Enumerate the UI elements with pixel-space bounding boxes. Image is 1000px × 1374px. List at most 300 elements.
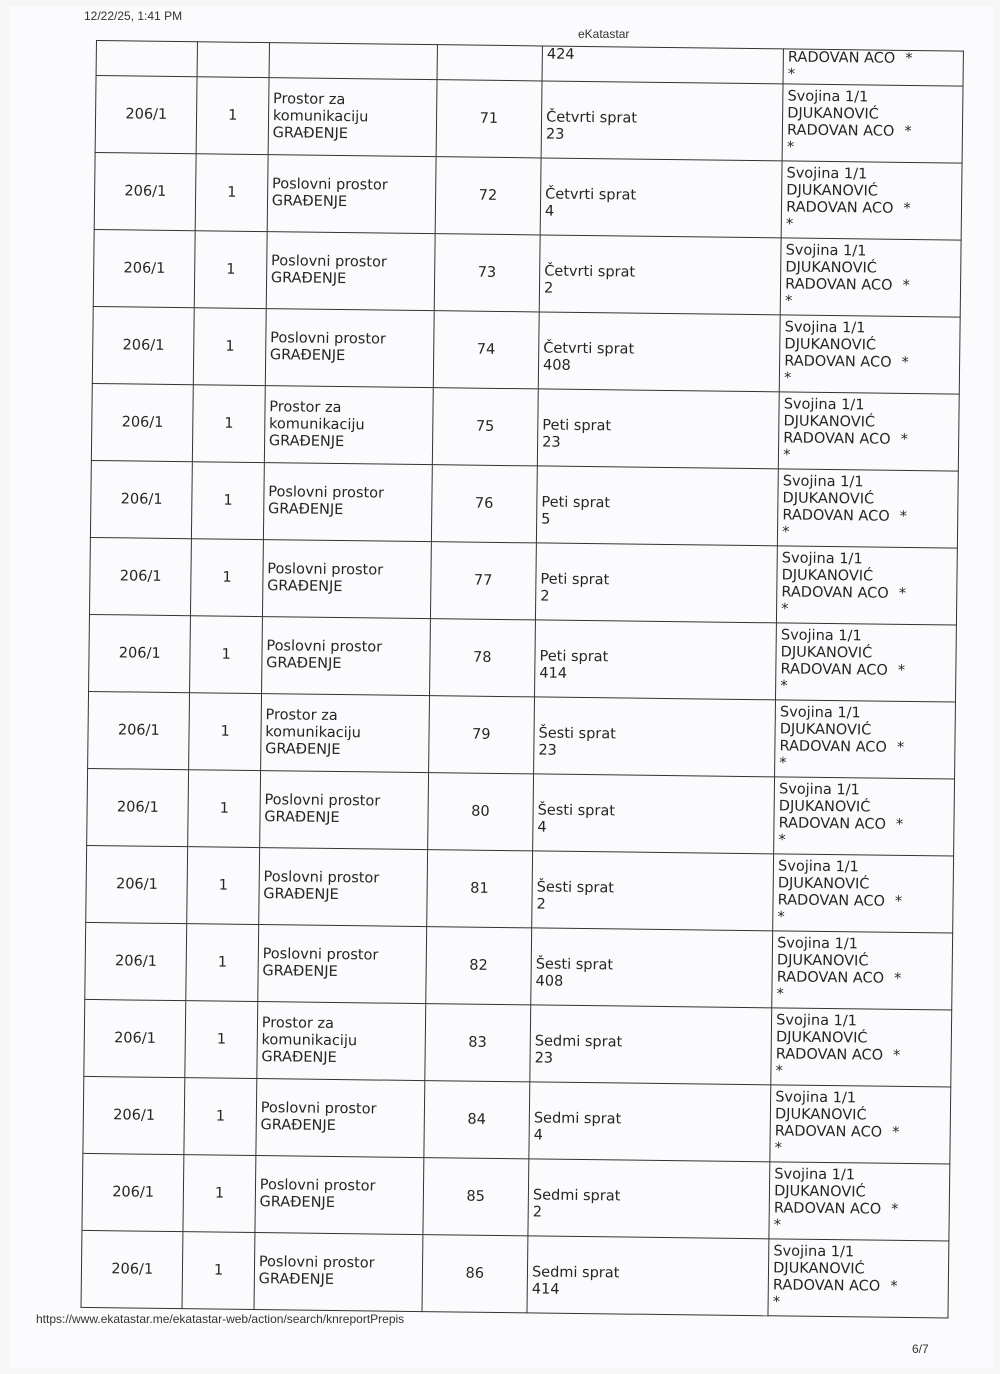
mark-star: * [773, 1217, 782, 1234]
owner-surname: DJUKANOVIĆ [785, 259, 878, 277]
cell-part [188, 770, 260, 848]
floor-name: Peti sprat [541, 494, 611, 512]
floor-number: 23 [534, 1050, 554, 1067]
unit-number: 74 [476, 341, 496, 358]
part-number: 1 [219, 800, 229, 817]
owner-name: RADOVAN ACO [782, 507, 890, 525]
table-row [84, 999, 952, 1087]
part-number: 1 [215, 1108, 226, 1125]
owner-name: RADOVAN ACO [784, 353, 892, 371]
floor-number: 4 [537, 819, 547, 836]
type-line: Prostor za [269, 398, 342, 416]
type-line: GRAĐENJE [267, 501, 344, 519]
floor-number: 2 [532, 1204, 543, 1221]
unit-number: 80 [471, 803, 490, 820]
mark-star: * [785, 216, 794, 233]
parcel-number: 206/1 [112, 1183, 155, 1201]
type-line: GRAĐENJE [262, 963, 338, 981]
cell-type [261, 617, 430, 696]
cell-owner [782, 84, 963, 163]
cell-number [422, 1158, 528, 1236]
mark-star: * [901, 354, 909, 371]
owner-surname: DJUKANOVIĆ [777, 875, 870, 893]
mark-star: * [779, 755, 787, 772]
unit-number: 86 [465, 1265, 485, 1282]
mark-star: * [902, 277, 910, 294]
owner-surname: DJUKANOVIĆ [774, 1106, 867, 1124]
floor-name: Četvrti sprat [543, 340, 635, 358]
table-row [87, 768, 955, 856]
owner-surname: DJUKANOVIĆ [780, 644, 873, 662]
cell-number [429, 619, 535, 697]
cell-parcel [81, 1230, 183, 1308]
table-row [88, 691, 956, 779]
cell-type [258, 925, 427, 1004]
cell-type [262, 540, 431, 619]
mark-star: * [782, 524, 790, 541]
owner-name: RADOVAN ACO [783, 430, 891, 448]
table-row [89, 537, 957, 625]
parcel-number: 206/1 [116, 798, 159, 816]
parcel-number: 206/1 [120, 490, 163, 508]
cell-floor [541, 81, 783, 161]
cell-floor [530, 1005, 772, 1085]
cell-type [267, 155, 436, 234]
ownership-share: Svojina 1/1 [785, 242, 867, 260]
table-body [81, 41, 963, 1318]
floor-number: 414 [531, 1281, 560, 1298]
cell-parcel [82, 1153, 184, 1231]
floor-number: 4 [533, 1127, 544, 1144]
cell-floor [536, 466, 778, 546]
table-row [86, 845, 954, 933]
owner-surname: DJUKANOVIĆ [781, 567, 874, 585]
cell-floor [532, 851, 774, 931]
ownership-share: Svojina 1/1 [777, 858, 859, 876]
cell-part [182, 1232, 254, 1310]
ownership-share: Svojina 1/1 [786, 165, 868, 183]
mark-star: * [898, 585, 907, 602]
cell-owner [772, 931, 953, 1010]
cell-part [198, 42, 270, 78]
parcel-number: 206/1 [118, 644, 161, 662]
ownership-share: Svojina 1/1 [779, 704, 861, 722]
cell-floor [533, 774, 775, 854]
register-table-wrapper [81, 40, 964, 1319]
floor-name: Sedmi sprat [532, 1187, 621, 1205]
owner-name: RADOVAN ACO [779, 738, 887, 756]
mark-star: * [893, 1047, 901, 1064]
floor-name: Šesti sprat [536, 879, 615, 897]
type-line: Poslovni prostor [270, 253, 387, 271]
mark-star: * [772, 1294, 781, 1311]
cell-floor [535, 543, 777, 623]
owner-surname: DJUKANOVIĆ [779, 721, 872, 739]
cell-number [432, 388, 538, 466]
type-line: GRAĐENJE [260, 1117, 336, 1135]
mark-star: * [900, 431, 908, 448]
unit-number: 76 [474, 495, 494, 512]
owner-name: RADOVAN ACO [774, 1123, 883, 1141]
ownership-share: Svojina 1/1 [773, 1243, 855, 1261]
type-line: Prostor za [261, 1014, 335, 1032]
floor-number: 5 [541, 511, 551, 528]
part-number: 1 [218, 877, 229, 894]
cell-floor [539, 235, 781, 315]
cell-floor [540, 158, 782, 238]
cell-floor [542, 46, 784, 84]
floor-number: 408 [542, 357, 571, 374]
unit-number: 84 [467, 1111, 486, 1128]
table-row [82, 1153, 950, 1241]
mark-star: * [890, 1278, 898, 1295]
ownership-share: Svojina 1/1 [775, 1089, 857, 1107]
ownership-share: Svojina 1/1 [784, 319, 866, 337]
cell-owner [775, 700, 956, 779]
cell-type [269, 43, 437, 80]
owner-surname: DJUKANOVIĆ [782, 490, 875, 508]
floor-number: 2 [540, 588, 550, 605]
type-line: GRAĐENJE [264, 809, 340, 827]
print-timestamp: 12/22/25, 1:41 PM [84, 9, 183, 23]
cell-type [265, 309, 434, 388]
table-row [81, 1230, 949, 1318]
floor-number: 414 [539, 665, 568, 682]
ownership-share: Svojina 1/1 [778, 781, 860, 799]
floor-name: Peti sprat [540, 571, 610, 589]
mark-star: * [903, 200, 911, 217]
unit-number: 71 [479, 110, 499, 127]
type-line: GRAĐENJE [269, 347, 346, 365]
cell-number [422, 1235, 528, 1313]
table-row [91, 383, 959, 471]
cell-part [191, 539, 263, 617]
property-register-table [81, 40, 964, 1319]
owner-name: RADOVAN ACO [775, 1046, 884, 1064]
owner-name: RADOVAN ACO [785, 276, 893, 294]
cell-part [193, 385, 265, 463]
owner-name: RADOVAN ACO [777, 892, 886, 910]
cell-type [268, 78, 437, 157]
ownership-share: Svojina 1/1 [774, 1166, 856, 1184]
unit-number: 78 [472, 649, 492, 666]
cell-type [266, 232, 435, 311]
mark-star: * [899, 508, 908, 525]
part-number: 1 [214, 1185, 225, 1202]
mark-star: * [775, 1063, 783, 1080]
floor-number: 2 [536, 896, 546, 913]
floor-number: 4 [544, 203, 555, 220]
owner-surname: DJUKANOVIĆ [773, 1260, 865, 1278]
cell-floor [534, 697, 776, 777]
cell-number [430, 542, 536, 620]
floor-name: Četvrti sprat [544, 263, 636, 281]
cell-owner [769, 1162, 950, 1241]
type-line: GRAĐENJE [258, 1271, 335, 1288]
cell-part [194, 308, 266, 386]
table-row [83, 1076, 951, 1164]
part-number: 1 [217, 954, 228, 971]
owner-name: RADOVAN ACO [781, 584, 889, 602]
cell-owner [776, 623, 957, 702]
cell-parcel [96, 41, 198, 77]
mark-star: * [893, 970, 902, 987]
floor-number: 23 [542, 434, 561, 451]
floor-number: 23 [538, 742, 557, 759]
mark-star: * [778, 832, 786, 849]
cell-owner [771, 1008, 952, 1087]
cell-part [187, 847, 259, 925]
part-number: 1 [223, 492, 233, 509]
site-title: eKatastar [578, 27, 630, 41]
table-row [92, 306, 960, 394]
cell-number [436, 80, 542, 158]
type-line: komunikaciju [269, 415, 365, 433]
ownership-share: Svojina 1/1 [776, 1012, 858, 1030]
mark-star: * [786, 139, 795, 156]
type-line: Poslovni prostor [260, 1100, 377, 1118]
cell-part [190, 616, 262, 694]
type-line: GRAĐENJE [259, 1194, 336, 1212]
mark-star: * [776, 986, 784, 1003]
parcel-number: 206/1 [122, 336, 165, 354]
type-line: GRAĐENJE [272, 124, 349, 142]
table-row [93, 229, 961, 317]
floor-name: Sedmi sprat [534, 1033, 623, 1051]
floor-number: 2 [543, 280, 554, 297]
cell-owner [780, 238, 961, 317]
type-line: Poslovni prostor [263, 869, 380, 887]
ownership-share: Svojina 1/1 [787, 88, 869, 106]
cell-parcel [85, 922, 187, 1000]
owner-name: RADOVAN ACO [778, 815, 887, 833]
table-row [90, 460, 958, 548]
cell-type [258, 848, 427, 927]
parcel-number: 206/1 [119, 567, 162, 585]
mark-star: * [895, 816, 904, 833]
owner-surname: DJUKANOVIĆ [774, 1183, 866, 1201]
cell-parcel [84, 999, 186, 1077]
mark-star: * [777, 909, 785, 926]
type-line: Poslovni prostor [266, 638, 383, 656]
cell-number [425, 927, 531, 1005]
table-row [95, 76, 963, 164]
part-number: 1 [225, 338, 235, 355]
type-line: Poslovni prostor [271, 176, 388, 194]
owner-surname: DJUKANOVIĆ [786, 182, 879, 200]
cell-floor [529, 1082, 771, 1162]
cell-part [189, 693, 261, 771]
cell-owner [773, 854, 954, 933]
cell-parcel [83, 1076, 185, 1154]
owner-name: RADOVAN ACO [776, 969, 885, 987]
floor-name: Četvrti sprat [545, 186, 637, 204]
owner-name: RADOVAN ACO [773, 1200, 882, 1218]
ownership-share: Svojina 1/1 [783, 396, 865, 414]
cell-type [259, 771, 428, 850]
parcel-number: 206/1 [117, 721, 160, 739]
ownership-share: Svojina 1/1 [781, 550, 863, 568]
cell-owner [778, 392, 959, 471]
cell-floor [528, 1159, 770, 1239]
mark-star: * [784, 293, 793, 310]
type-line: Poslovni prostor [264, 792, 381, 810]
mark-star: * [780, 678, 788, 695]
table-row [94, 152, 962, 240]
cell-owner [781, 161, 962, 240]
unit-number: 79 [472, 726, 491, 743]
table-row [85, 922, 953, 1010]
type-line: Prostor za [265, 706, 338, 724]
type-line: Poslovni prostor [267, 561, 384, 579]
parcel-number: 206/1 [114, 1029, 157, 1047]
cell-number [424, 1004, 530, 1082]
cell-parcel [91, 383, 193, 461]
type-line: komunikaciju [265, 723, 361, 741]
cell-owner [783, 49, 963, 86]
parcel-number: 206/1 [123, 259, 166, 277]
cell-type [255, 1156, 424, 1235]
mark-star: * [783, 370, 792, 387]
cell-parcel [89, 614, 191, 692]
cell-part [186, 924, 258, 1002]
cell-owner [770, 1085, 951, 1164]
owner-name: RADOVAN ACO [787, 49, 896, 67]
ownership-share: Svojina 1/1 [782, 473, 864, 491]
unit-number: 72 [478, 187, 498, 204]
floor-number: 23 [545, 126, 565, 143]
mark-star: * [787, 66, 796, 83]
parcel-number: 206/1 [111, 1260, 154, 1278]
cell-floor [531, 928, 773, 1008]
type-line: Poslovni prostor [270, 330, 387, 348]
cell-floor [538, 312, 780, 392]
cell-parcel [89, 537, 191, 615]
parcel-number: 206/1 [121, 413, 164, 431]
type-line: Prostor za [272, 90, 346, 108]
parcel-number: 206/1 [124, 182, 167, 200]
owner-name: RADOVAN ACO [786, 122, 895, 140]
cell-type [257, 1002, 426, 1081]
type-line: Poslovni prostor [262, 946, 379, 964]
cell-floor [535, 620, 777, 700]
mark-star: * [892, 1124, 900, 1141]
part-number: 1 [221, 646, 231, 663]
cell-part [197, 77, 269, 155]
cell-part [185, 1001, 257, 1079]
cell-number [435, 157, 541, 235]
owner-name: RADOVAN ACO [786, 199, 894, 217]
owner-surname: DJUKANOVIĆ [787, 105, 879, 123]
type-line: Poslovni prostor [259, 1177, 376, 1195]
type-line: komunikaciju [272, 107, 369, 125]
mark-star: * [891, 1201, 899, 1218]
type-line: GRAĐENJE [270, 270, 347, 288]
type-line: GRAĐENJE [266, 655, 342, 673]
page-number: 6/7 [912, 1342, 929, 1356]
part-number: 1 [213, 1262, 224, 1279]
owner-name: RADOVAN ACO [772, 1277, 881, 1295]
footer-url: https://www.ekatastar.me/ekatastar-web/action/search/knreportPrepis [36, 1312, 405, 1326]
cell-part [195, 231, 267, 309]
part-number: 1 [224, 415, 234, 432]
mark-star: * [905, 50, 913, 67]
floor-name: Sedmi sprat [533, 1110, 622, 1128]
part-number: 1 [227, 107, 238, 124]
table-row [89, 614, 957, 702]
mark-star: * [774, 1140, 782, 1157]
owner-surname: DJUKANOVIĆ [775, 1029, 868, 1047]
unit-number: 77 [473, 572, 493, 589]
floor-name: Peti sprat [542, 417, 612, 435]
cell-type [264, 386, 433, 465]
unit-number: 82 [469, 957, 488, 974]
owner-surname: DJUKANOVIĆ [776, 952, 869, 970]
cell-number [427, 773, 533, 851]
part-number: 1 [222, 569, 232, 586]
part-number: 1 [216, 1031, 227, 1048]
type-line: Poslovni prostor [258, 1254, 375, 1272]
cell-floor [537, 389, 779, 469]
owner-surname: DJUKANOVIĆ [783, 413, 876, 431]
unit-number: 81 [470, 880, 489, 897]
floor-fragment: 424 [546, 46, 575, 63]
unit-number: 73 [477, 264, 497, 281]
floor-name: Sedmi sprat [531, 1264, 620, 1282]
cell-type [260, 694, 429, 773]
mark-star: * [783, 447, 791, 464]
part-number: 1 [220, 723, 230, 740]
cell-owner [777, 546, 958, 625]
type-line: komunikaciju [261, 1031, 358, 1049]
part-number: 1 [226, 261, 236, 278]
owner-name: RADOVAN ACO [780, 661, 888, 679]
cell-part [192, 462, 264, 540]
mark-star: * [894, 893, 903, 910]
cell-parcel [90, 460, 192, 538]
mark-star: * [781, 601, 789, 618]
cell-parcel [92, 306, 194, 384]
parcel-number: 206/1 [114, 952, 157, 970]
ownership-share: Svojina 1/1 [777, 935, 858, 953]
owner-surname: DJUKANOVIĆ [784, 336, 877, 354]
floor-name: Peti sprat [539, 648, 609, 666]
floor-name: Šesti sprat [538, 725, 616, 743]
unit-number: 75 [475, 418, 495, 435]
type-line: Poslovni prostor [268, 484, 385, 502]
cell-part [196, 154, 268, 232]
cell-number [434, 234, 540, 312]
mark-star: * [904, 123, 912, 140]
type-line: GRAĐENJE [263, 886, 339, 904]
cell-type [254, 1233, 423, 1312]
mark-star: * [896, 739, 905, 756]
cell-owner [779, 315, 960, 394]
owner-surname: DJUKANOVIĆ [778, 798, 871, 816]
cell-number [433, 311, 539, 389]
cell-parcel [87, 768, 189, 846]
part-number: 1 [227, 184, 237, 201]
cell-owner [768, 1239, 949, 1318]
cell-number [437, 45, 543, 81]
parcel-number: 206/1 [125, 105, 168, 123]
cell-type [256, 1079, 425, 1158]
cell-number [428, 696, 534, 774]
parcel-number: 206/1 [113, 1106, 156, 1124]
type-line: GRAĐENJE [268, 432, 345, 450]
cell-part [183, 1155, 255, 1233]
cell-parcel [86, 845, 188, 923]
